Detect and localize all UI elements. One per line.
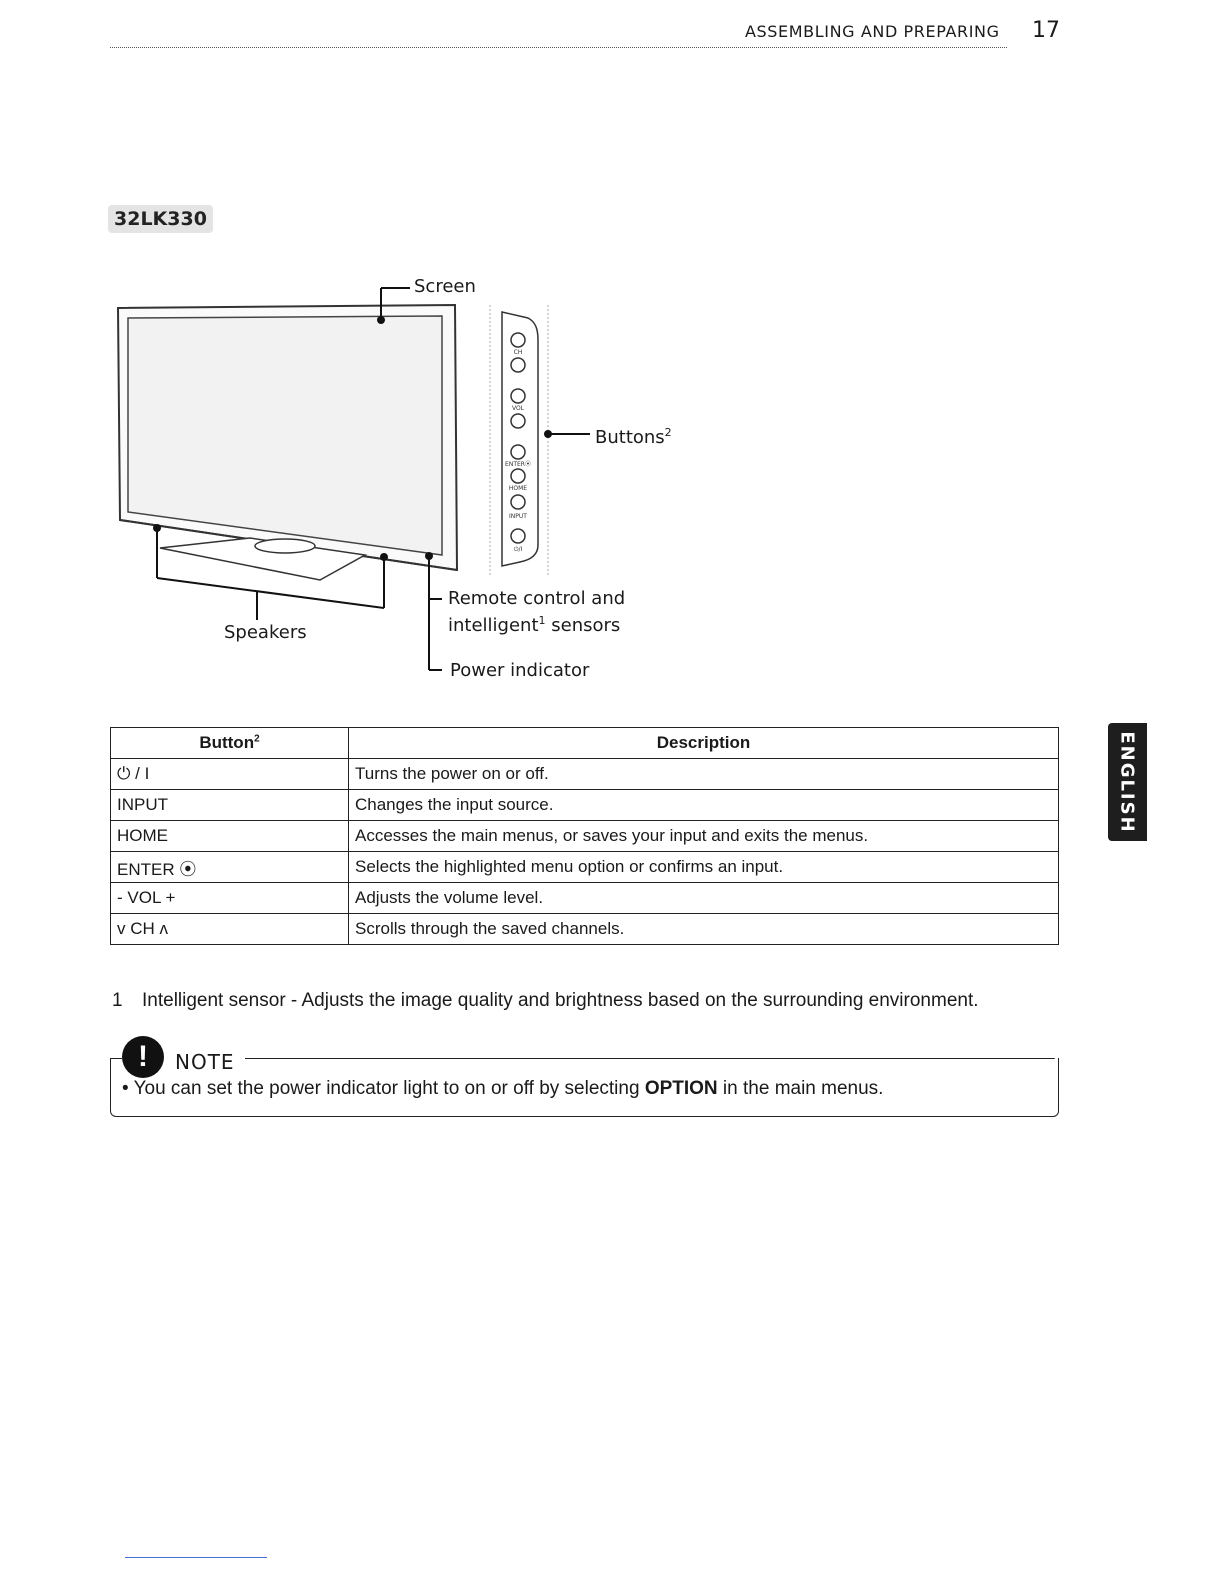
tv-illustration <box>100 270 720 700</box>
table-row <box>111 914 1059 945</box>
button-cell: v CH ʌ <box>111 914 349 945</box>
note-box-top-right <box>245 1058 1055 1059</box>
button-cell: ⏻ / I <box>111 759 349 790</box>
tv-screen <box>128 316 442 555</box>
table-header-row <box>111 728 1059 759</box>
table-row <box>111 790 1059 821</box>
speakers-callout: Speakers <box>224 622 307 643</box>
panel-label-ch: CH <box>513 349 523 356</box>
model-label: 32LK330 <box>108 205 213 233</box>
button-cell: - VOL + <box>111 883 349 914</box>
sensors-callout: Remote control and intelligent$^1$ sensors <box>448 588 626 636</box>
power-indicator-callout: Power indicator <box>450 660 590 681</box>
buttons-callout: Buttons$^2$ <box>595 426 672 448</box>
description-cell: Changes the input source. <box>349 790 1059 821</box>
panel-label-power: ⏻/I <box>513 546 523 553</box>
tv-diagram <box>100 270 720 700</box>
footnote-text: Intelligent sensor - Adjusts the image quality and brightness based on the surrounding environment. <box>142 990 979 1011</box>
footnote <box>112 990 979 1012</box>
footer-link-line <box>125 1557 267 1558</box>
description-cell: Scrolls through the saved channels. <box>349 914 1059 945</box>
page-number: 17 <box>1032 18 1060 43</box>
panel-label-input: INPUT <box>509 513 527 520</box>
column-header-button: Button$^2$ <box>111 728 349 759</box>
table-row <box>111 821 1059 852</box>
description-cell: Selects the highlighted menu option or confirms an input. <box>349 852 1059 883</box>
note-title: NOTE <box>175 1050 243 1074</box>
button-description-table <box>110 727 1059 945</box>
panel-label-vol: VOL <box>511 405 525 412</box>
header-divider <box>110 47 1007 48</box>
table-row <box>111 759 1059 790</box>
description-cell: Adjusts the volume level. <box>349 883 1059 914</box>
panel-label-home: HOME <box>508 485 528 492</box>
note-bullet: • You can set the power indicator light to on or off by selecting OPTION in the main menus. <box>122 1078 884 1099</box>
table-row <box>111 852 1059 883</box>
description-cell: Turns the power on or off. <box>349 759 1059 790</box>
column-header-description: Description <box>349 728 1059 759</box>
description-cell: Accesses the main menus, or saves your input and exits the menus. <box>349 821 1059 852</box>
language-tab: ENGLISH <box>1108 723 1147 841</box>
button-cell: ENTER ⦿ <box>111 852 349 883</box>
footnote-number: 1 <box>112 990 123 1011</box>
note-box-top-left <box>110 1058 122 1059</box>
screen-callout: Screen <box>414 276 476 297</box>
section-title: ASSEMBLING AND PREPARING <box>745 22 1000 41</box>
button-cell: HOME <box>111 821 349 852</box>
option-menu-name: OPTION <box>644 1078 718 1099</box>
exclamation-icon: ! <box>122 1036 164 1078</box>
button-cell: INPUT <box>111 790 349 821</box>
panel-label-enter: ENTER⦿ <box>505 461 531 468</box>
table-row <box>111 883 1059 914</box>
